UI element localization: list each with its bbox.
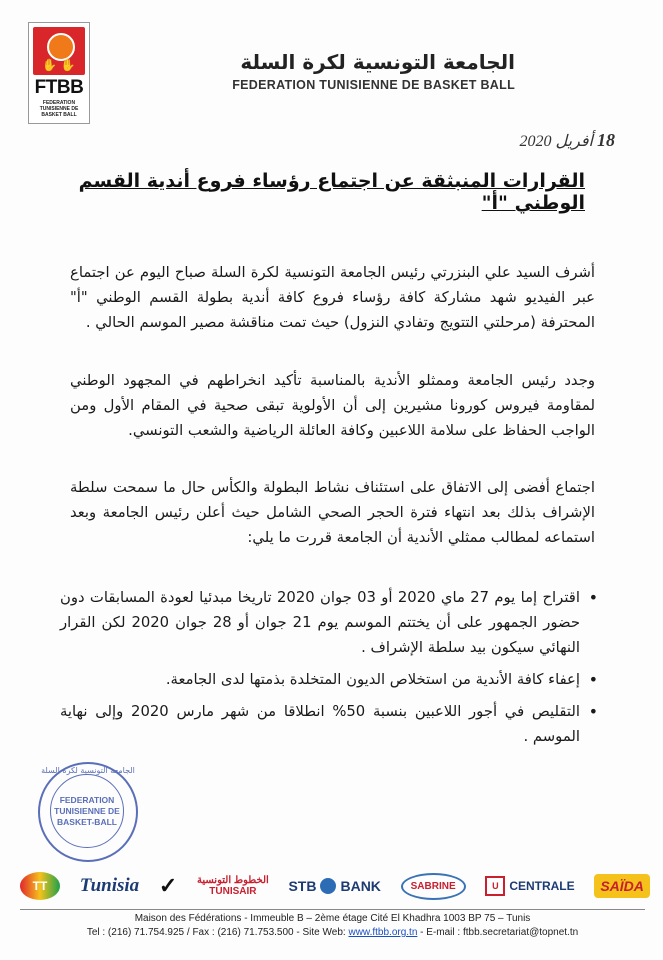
tunisair-latin: TUNISAIR	[209, 886, 257, 897]
stamp-center-text: FEDERATION TUNISIENNE DE BASKET-BALL	[50, 774, 124, 848]
footer-web-link[interactable]: www.ftbb.org.tn	[348, 927, 418, 938]
saida-logo: SAÏDA	[594, 874, 650, 898]
org-name-arabic: الجامعة التونسية لكرة السلة	[240, 50, 515, 74]
official-stamp	[38, 762, 138, 862]
bank-text: BANK	[340, 878, 381, 894]
logo-subtitle: FEDERATION TUNISIENNE DE BASKET BALL	[39, 100, 79, 118]
nike-logo: ✓	[158, 873, 178, 898]
paragraph-3: اجتماع أفضى إلى الاتفاق على استئناف نشاط البطولة والكأس حال ما سمحت سلطة الإشراف بذلك بعد انتهاء فترة الحجر الصحي الشامل حيث أعلن رئيس الجامعة وبعد استماعه لمطالب ممثلي الأندية أن الجامعة قررت ما يلي:	[70, 479, 595, 546]
logo-abbr: FTBB	[34, 77, 84, 98]
footer-tel: Tel : (216) 71.754.925 / Fax : (216) 71.753.500	[86, 927, 294, 938]
footer-web-label: - Site Web:	[296, 927, 346, 938]
stb-emblem-icon	[320, 878, 336, 894]
date-day: 18	[597, 130, 615, 150]
stb-bank-logo	[288, 878, 380, 894]
footer-address: Maison des Fédérations - Immeuble B – 2ème étage Cité El Khadhra 1003 BP 75 – Tunis	[134, 913, 531, 924]
hands-icon: ✋ ✋	[42, 58, 76, 72]
paragraph-2: وجدد رئيس الجامعة وممثلو الأندية بالمناسبة تأكيد انخراطهم في المجهود الوطني لمقاومة فيروس كورونا مشيرين إلى أن الأولوية تبقى صحية في المقام الأول ومن الواجب الحفاظ على سلامة اللاعبين وكافة العائلة الرياضية والشعب التونسي.	[70, 372, 595, 439]
footer-divider	[20, 909, 645, 910]
stamp-ring-text: الجامعة التونسية لكرة السلة	[41, 766, 135, 775]
centrale-logo	[485, 876, 574, 896]
date-month-year: أفريل 2020	[519, 133, 593, 150]
centrale-text: CENTRALE	[509, 879, 575, 893]
centrale-emblem-icon: U	[485, 876, 505, 896]
stb-text: STB	[288, 878, 317, 894]
ftbb-logo	[28, 22, 90, 124]
org-name-french: FEDERATION TUNISIENNE DE BASKET BALL	[232, 78, 515, 92]
logo-emblem	[33, 27, 85, 75]
list-item: • اقتراح إما يوم 27 ماي 2020 أو 03 جوان 2020 تاريخا مبدئيا لعودة المسابقات دون حضور الجمهور على أن يختتم الموسم يوم 21 جوان أو 28 جوان 2020 لكن القرار النهائي سيكون بيد سلطة الإشراف .	[60, 585, 580, 660]
tunisia-logo: Tunisia	[79, 875, 140, 896]
tunisie-telecom-logo: TT	[20, 872, 60, 900]
list-item: • إعفاء كافة الأندية من استخلاص الديون المتخلدة بذمتها لدى الجامعة.	[60, 667, 580, 692]
paragraph-1: أشرف السيد علي البنزرتي رئيس الجامعة التونسية لكرة السلة صباح اليوم عن اجتماع عبر الفيديو شهد مشاركة كافة رؤساء فروع كافة أندية بطولة القسم الوطني "أ" المحترفة (مرحلتي التتويج وتفادي النزول) حيث تمت مناقشة مصير الموسم الحالي .	[70, 264, 595, 331]
sponsor-bar	[20, 866, 650, 906]
footer-email: - E-mail : ftbb.secretariat@topnet.tn	[420, 927, 579, 938]
page-title: القرارات المنبثقة عن اجتماع رؤساء فروع أندية القسم الوطني "أ"	[78, 170, 585, 214]
footer-contact	[20, 927, 645, 938]
tunisair-arabic: الخطوط التونسية	[197, 875, 269, 886]
decisions-list	[60, 585, 598, 756]
tunisair-logo	[197, 875, 269, 897]
list-item: • التقليص في أجور اللاعبين بنسبة 50% انطلاقا من شهر مارس 2020 وإلى نهاية الموسم .	[60, 699, 580, 749]
document-date	[500, 130, 615, 151]
sabrine-logo: SABRINE	[401, 873, 466, 900]
